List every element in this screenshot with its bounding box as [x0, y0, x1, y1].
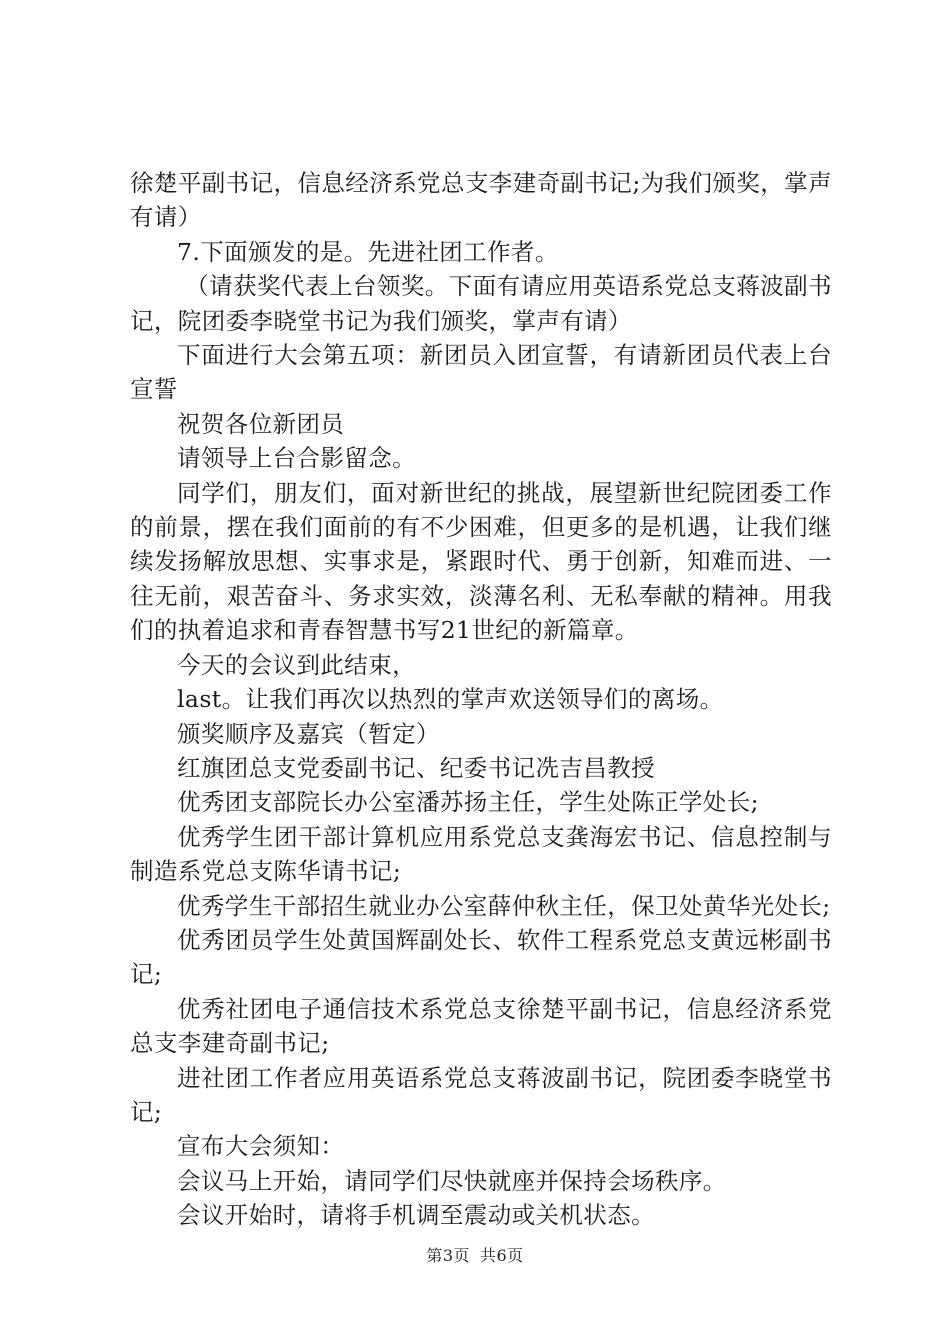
paragraph: （请获奖代表上台领奖。下面有请应用英语系党总支蒋波副书记，院团委李晓堂书记为我们颁奖，掌声有请）	[130, 272, 832, 335]
paragraph: last。让我们再次以热烈的掌声欢送领导们的离场。	[177, 685, 724, 714]
page-number: 第3页	[426, 1246, 470, 1265]
paragraph: 下面进行大会第五项：新团员入团宣誓，有请新团员代表上台宣誓	[130, 341, 832, 404]
paragraph: 优秀团支部院长办公室潘苏扬主任，学生处陈正学处长;	[177, 788, 759, 817]
paragraph: 同学们，朋友们，面对新世纪的挑战，展望新世纪院团委工作的前景，摆在我们面前的有不少困难，但更多的是机遇，让我们继续发扬解放思想、实事求是，紧跟时代、勇于创新，知难而进、一往无前，艰苦奋斗、务求实效，淡薄名利、无私奉献的精神。用我们的执着追求和青春智慧书写21世纪的新篇章。	[130, 478, 832, 645]
page-footer	[0, 1243, 950, 1266]
paragraph: 颁奖顺序及嘉宾（暂定）	[177, 719, 440, 748]
paragraph: 优秀团员学生处黄国辉副处长、软件工程系党总支黄远彬副书记;	[130, 925, 832, 989]
paragraph: 会议开始时，请将手机调至震动或关机状态。	[177, 1201, 655, 1230]
paragraph: 宣布大会须知：	[177, 1132, 345, 1161]
paragraph: 会议马上开始，请同学们尽快就座并保持会场秩序。	[177, 1166, 727, 1195]
paragraph: 请领导上台合影留念。	[177, 444, 416, 473]
paragraph: 进社团工作者应用英语系党总支蒋波副书记，院团委李晓堂书记;	[130, 1063, 832, 1126]
paragraph: 徐楚平副书记，信息经济系党总支李建奇副书记;为我们颁奖，掌声有请）	[130, 169, 832, 232]
paragraph: 祝贺各位新团员	[177, 409, 345, 438]
paragraph: 优秀学生干部招生就业办公室薛仲秋主任，保卫处黄华光处长;	[177, 891, 831, 920]
paragraph: 优秀社团电子通信技术系党总支徐楚平副书记，信息经济系党总支李建奇副书记;	[130, 994, 832, 1058]
document-body	[130, 166, 832, 1233]
paragraph: 7.下面颁发的是。先进社团工作者。	[177, 237, 559, 266]
paragraph: 今天的会议到此结束，	[177, 650, 416, 679]
paragraph: 优秀学生团干部计算机应用系党总支龚海宏书记、信息控制与制造系党总支陈华请书记;	[130, 822, 832, 886]
page-total: 共6页	[480, 1246, 524, 1265]
paragraph: 红旗团总支党委副书记、纪委书记冼吉昌教授	[177, 753, 655, 782]
